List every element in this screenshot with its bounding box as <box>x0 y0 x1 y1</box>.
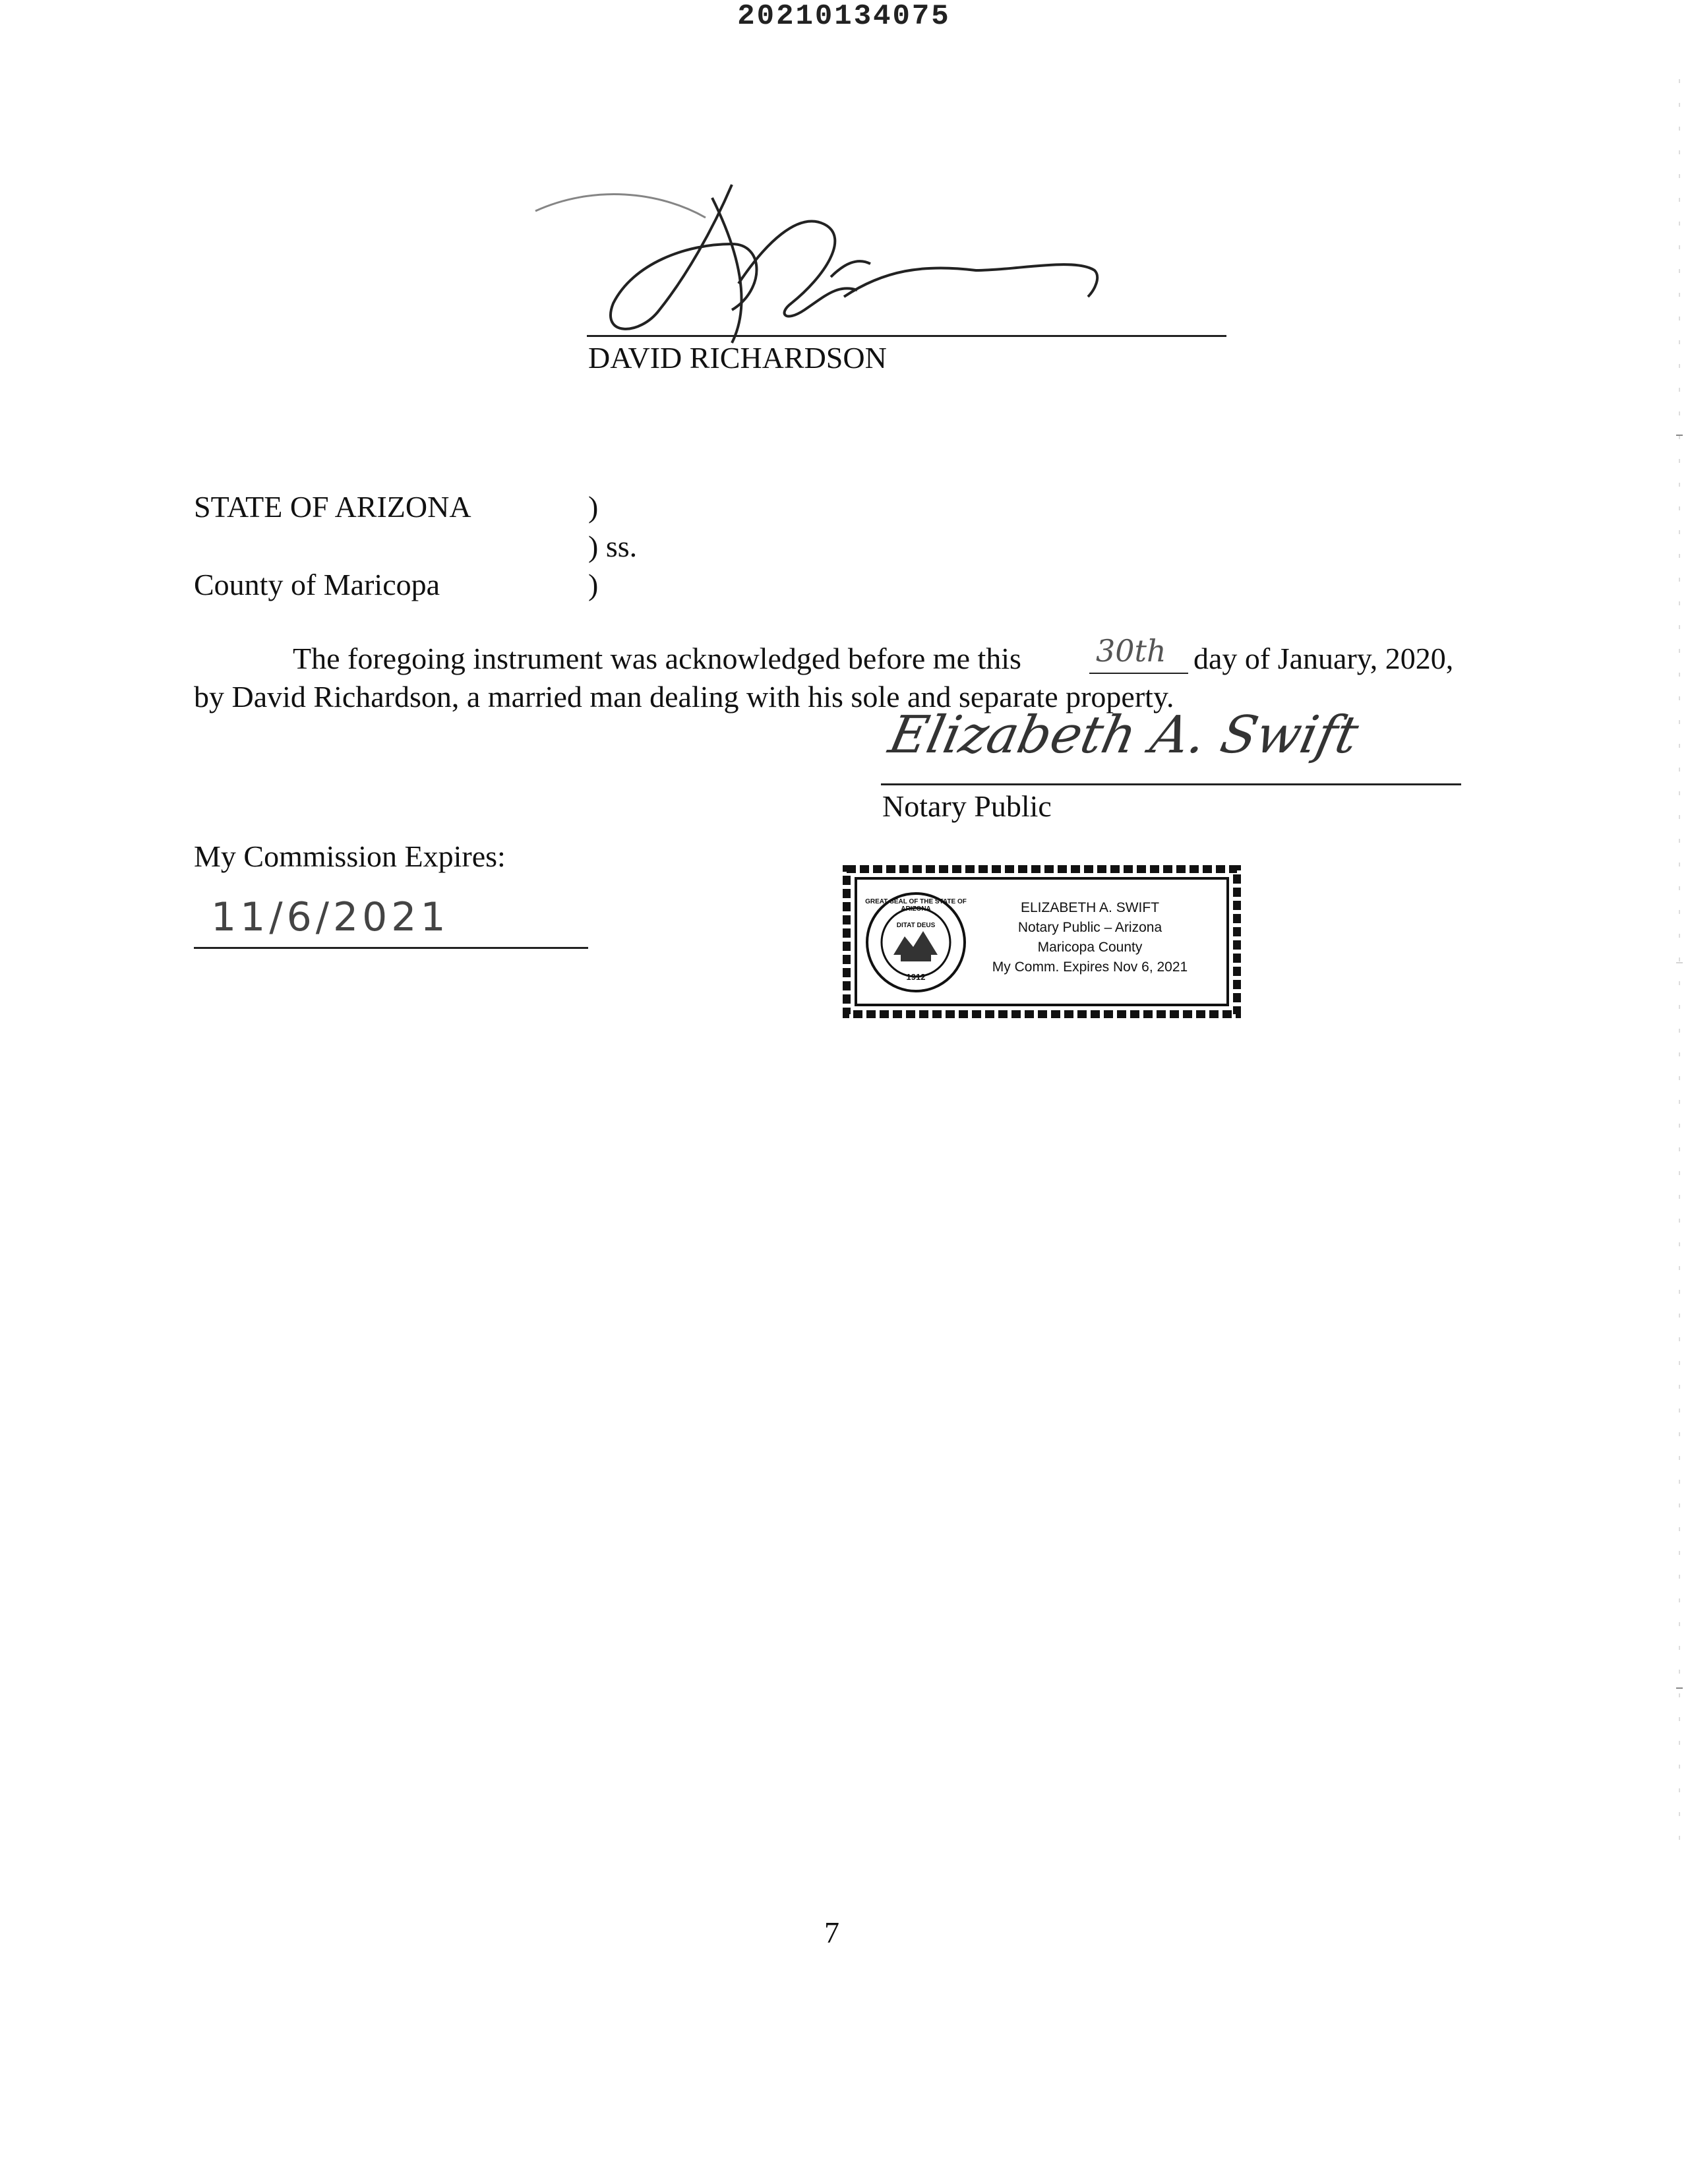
stamp-text-block <box>958 898 1222 977</box>
signatory-name: DAVID RICHARDSON <box>588 341 887 375</box>
venue-paren-bottom: ) <box>588 568 599 601</box>
acknowledgment-day-handwritten: 30th <box>1096 633 1166 669</box>
stamp-county: Maricopa County <box>1037 940 1143 955</box>
acknowledgment-line1-before: The foregoing instrument was acknowledged before me this <box>293 642 1021 675</box>
acknowledgment-day-field <box>1089 633 1188 679</box>
stamp-notary-name: ELIZABETH A. SWIFT <box>1020 900 1160 915</box>
commission-label: My Commission Expires: <box>194 839 506 873</box>
signatory-signature <box>514 171 1174 369</box>
signatory-signature-line <box>587 335 1226 337</box>
seal-year: 1912 <box>906 972 926 982</box>
acknowledgment-line1-after: day of January, 2020, <box>1193 642 1454 675</box>
stamp-notary-title: Notary Public – Arizona <box>1017 920 1162 935</box>
venue-state: STATE OF ARIZONA <box>194 490 471 524</box>
notary-stamp <box>843 865 1241 1018</box>
venue-paren-top: ) <box>588 490 599 524</box>
seal-text: GREAT SEAL OF THE STATE OF ARIZONA <box>865 898 967 913</box>
notary-signature: Elizabeth A. Swift <box>884 706 1364 765</box>
page-number: 7 <box>824 1916 839 1949</box>
document-number: 20210134075 <box>737 0 951 33</box>
seal-motto: DITAT DEUS <box>896 922 936 929</box>
state-seal-text-block <box>864 890 968 994</box>
acknowledgment-line2: by David Richardson, a married man dealing with his sole and separate property. <box>194 680 1174 713</box>
notary-signature-line <box>881 783 1461 785</box>
notary-title: Notary Public <box>882 789 1052 823</box>
venue-paren-ss: ) ss. <box>588 530 638 563</box>
stamp-expires: My Comm. Expires Nov 6, 2021 <box>992 959 1188 975</box>
scan-edge-marks <box>1675 79 1684 1860</box>
venue-county: County of Maricopa <box>194 568 440 601</box>
commission-date-handwritten: 11/6/2021 <box>211 894 450 940</box>
commission-date-line <box>194 947 588 949</box>
